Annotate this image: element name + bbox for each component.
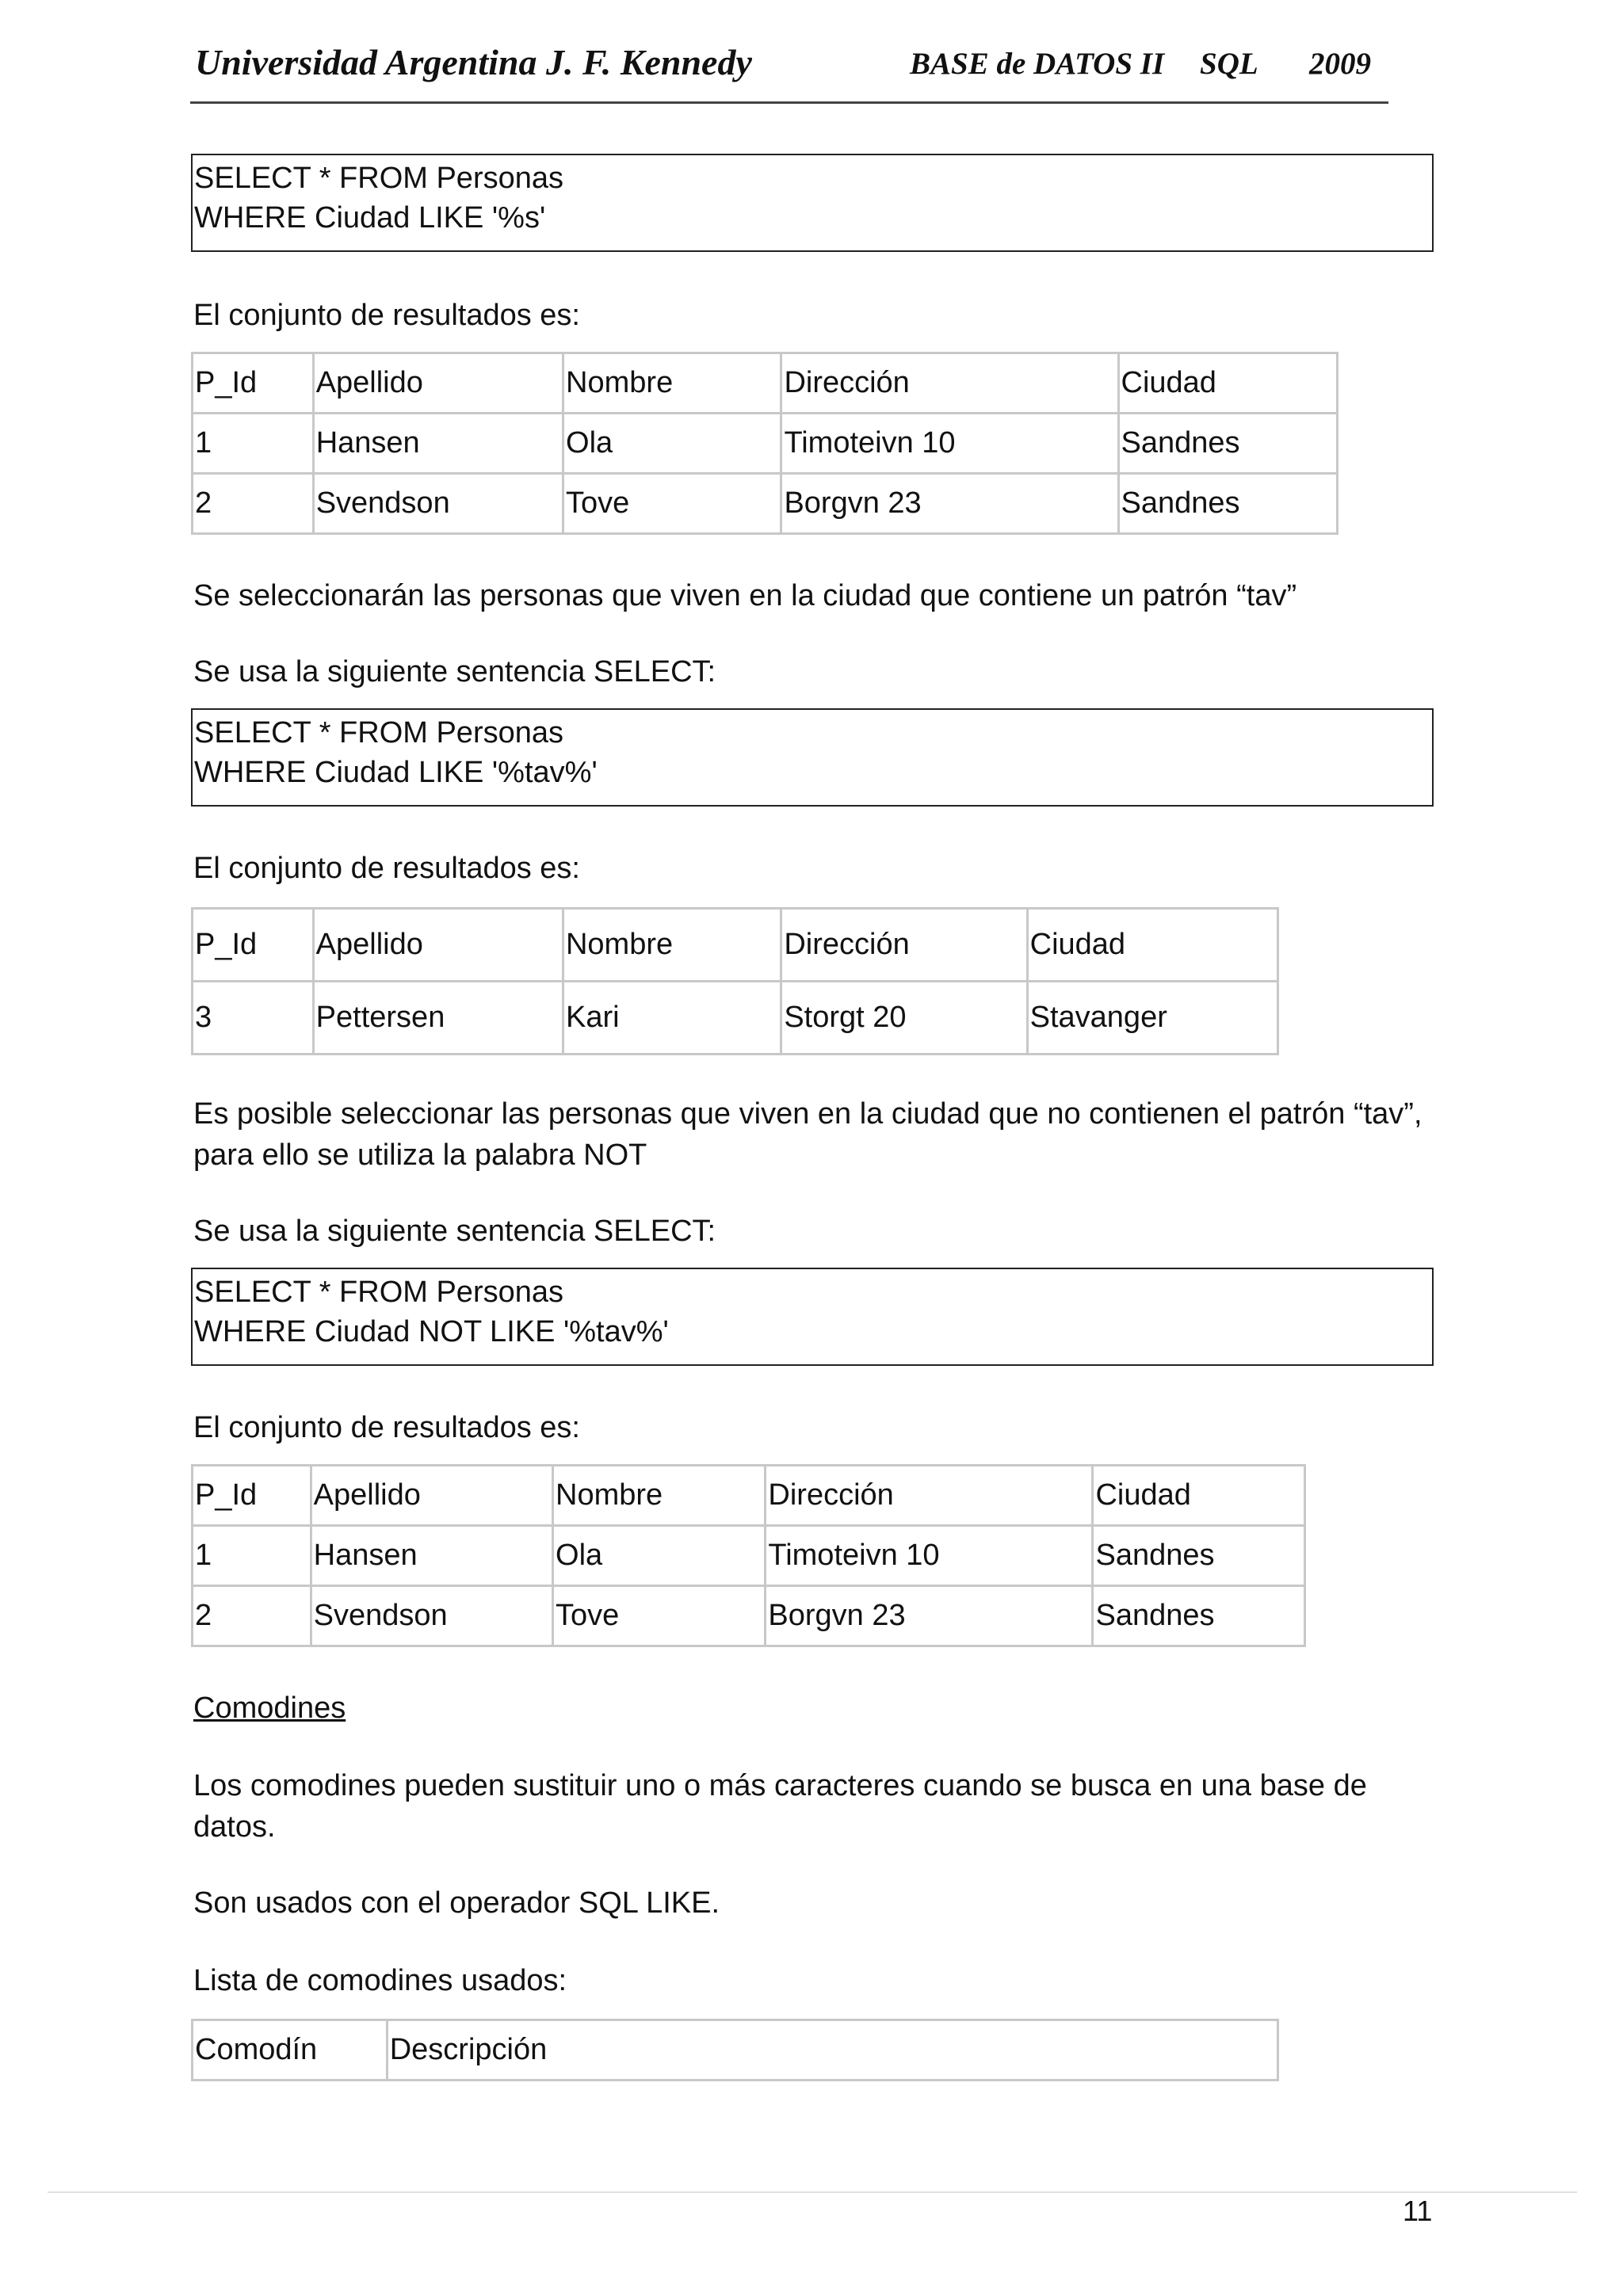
table-row bbox=[193, 414, 1338, 474]
select-intro-1: Se usa la siguiente sentencia SELECT: bbox=[193, 655, 716, 688]
table-header-row bbox=[193, 2020, 1278, 2081]
table-cell: Borgvn 23 bbox=[766, 1586, 1093, 1646]
paragraph-comodines-2: Son usados con el operador SQL LIKE. bbox=[193, 1886, 720, 1920]
header-divider bbox=[190, 101, 1388, 104]
table-header-cell: Comodín bbox=[193, 2020, 388, 2081]
table-cell: Borgvn 23 bbox=[781, 474, 1118, 534]
footer-divider bbox=[48, 2191, 1577, 2193]
table-header-cell: Descripción bbox=[387, 2020, 1277, 2081]
result-table-1 bbox=[191, 352, 1338, 535]
table-header-cell: Apellido bbox=[311, 1466, 552, 1526]
table-cell: Sandnes bbox=[1093, 1526, 1305, 1586]
table-row bbox=[193, 1526, 1305, 1586]
result-table-3 bbox=[191, 1464, 1306, 1647]
table-cell: 1 bbox=[193, 1526, 311, 1586]
table-header-cell: Ciudad bbox=[1118, 353, 1337, 414]
comodines-list-intro: Lista de comodines usados: bbox=[193, 1964, 567, 1997]
table-cell: Hansen bbox=[313, 414, 563, 474]
code-line: WHERE Ciudad NOT LIKE '%tav%' bbox=[194, 1315, 669, 1348]
table-cell: Sandnes bbox=[1118, 414, 1337, 474]
table-cell: 3 bbox=[193, 982, 314, 1055]
result-intro-2: El conjunto de resultados es: bbox=[193, 852, 580, 885]
result-table-2 bbox=[191, 907, 1279, 1055]
table-cell: Storgt 20 bbox=[781, 982, 1027, 1055]
sql-code-box-3 bbox=[191, 1268, 1434, 1366]
result-intro-1: El conjunto de resultados es: bbox=[193, 299, 580, 332]
table-row bbox=[193, 474, 1338, 534]
table-cell: Tove bbox=[563, 474, 781, 534]
table-header-cell: Dirección bbox=[766, 1466, 1093, 1526]
table-cell: 2 bbox=[193, 1586, 311, 1646]
result-intro-3: El conjunto de resultados es: bbox=[193, 1411, 580, 1444]
table-row bbox=[193, 982, 1278, 1055]
table-cell: Hansen bbox=[311, 1526, 552, 1586]
table-cell: Ola bbox=[563, 414, 781, 474]
table-cell: Stavanger bbox=[1027, 982, 1277, 1055]
code-line: WHERE Ciudad LIKE '%s' bbox=[194, 201, 546, 235]
code-line: SELECT * FROM Personas bbox=[194, 716, 564, 749]
table-header-cell: Apellido bbox=[313, 909, 563, 982]
header-year: 2009 bbox=[1309, 47, 1371, 81]
page-number: 11 bbox=[1403, 2195, 1433, 2227]
table-row bbox=[193, 1586, 1305, 1646]
sql-code-box-1 bbox=[191, 154, 1434, 252]
table-cell: Sandnes bbox=[1118, 474, 1337, 534]
code-line: WHERE Ciudad LIKE '%tav%' bbox=[194, 756, 598, 789]
table-cell: Sandnes bbox=[1093, 1586, 1305, 1646]
paragraph-tav-pattern: Se seleccionarán las personas que viven en la ciudad que contiene un patrón “tav” bbox=[193, 579, 1297, 612]
table-cell: 2 bbox=[193, 474, 314, 534]
sql-code-box-2 bbox=[191, 708, 1434, 807]
table-header-row bbox=[193, 909, 1278, 982]
section-heading-comodines: Comodines bbox=[193, 1691, 346, 1725]
header-subject: BASE de DATOS II bbox=[910, 47, 1165, 81]
paragraph-comodines-1: Los comodines pueden sustituir uno o más caracteres cuando se busca en una base de datos. bbox=[193, 1769, 1367, 1844]
table-cell: Ola bbox=[553, 1526, 766, 1586]
table-header-cell: P_Id bbox=[193, 1466, 311, 1526]
code-line: SELECT * FROM Personas bbox=[194, 162, 564, 195]
header-language: SQL bbox=[1200, 47, 1258, 81]
table-header-cell: Nombre bbox=[563, 353, 781, 414]
table-header-row bbox=[193, 353, 1338, 414]
table-cell: Svendson bbox=[311, 1586, 552, 1646]
table-cell: Pettersen bbox=[313, 982, 563, 1055]
table-header-cell: P_Id bbox=[193, 909, 314, 982]
table-header-cell: Nombre bbox=[553, 1466, 766, 1526]
header-university: Universidad Argentina J. F. Kennedy bbox=[195, 42, 752, 82]
table-cell: Kari bbox=[563, 982, 781, 1055]
table-header-row bbox=[193, 1466, 1305, 1526]
table-header-cell: Dirección bbox=[781, 353, 1118, 414]
table-cell: Tove bbox=[553, 1586, 766, 1646]
table-header-cell: P_Id bbox=[193, 353, 314, 414]
table-header-cell: Dirección bbox=[781, 909, 1027, 982]
code-line: SELECT * FROM Personas bbox=[194, 1276, 564, 1309]
select-intro-2: Se usa la siguiente sentencia SELECT: bbox=[193, 1215, 716, 1248]
table-header-cell: Apellido bbox=[313, 353, 563, 414]
wildcard-table bbox=[191, 2019, 1279, 2081]
table-header-cell: Ciudad bbox=[1027, 909, 1277, 982]
table-cell: Timoteivn 10 bbox=[781, 414, 1118, 474]
table-header-cell: Nombre bbox=[563, 909, 781, 982]
table-cell: Svendson bbox=[313, 474, 563, 534]
table-cell: Timoteivn 10 bbox=[766, 1526, 1093, 1586]
table-cell: 1 bbox=[193, 414, 314, 474]
paragraph-not-pattern: Es posible seleccionar las personas que viven en la ciudad que no contienen el patrón “tav”, para ello se utiliza la palabra NOT bbox=[193, 1097, 1423, 1172]
table-header-cell: Ciudad bbox=[1093, 1466, 1305, 1526]
